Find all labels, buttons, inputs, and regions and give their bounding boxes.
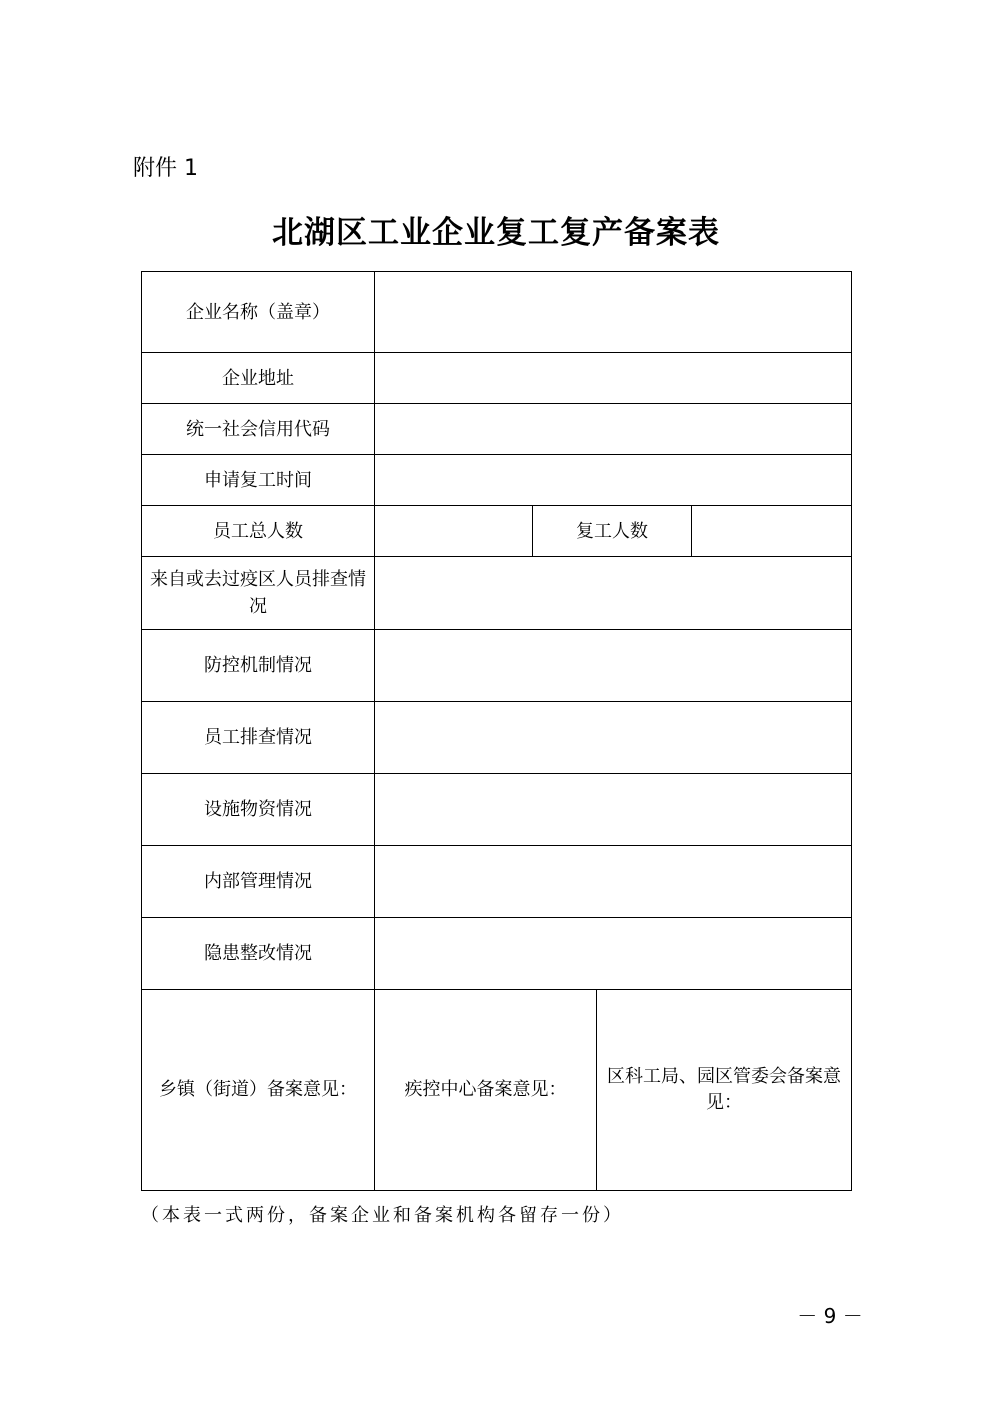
total-staff-label: 员工总人数 (142, 506, 375, 557)
row-credit-code (142, 404, 852, 455)
apply-date-field[interactable] (375, 455, 852, 506)
company-address-field[interactable] (375, 353, 852, 404)
hazard-rectification-label: 隐患整改情况 (142, 918, 375, 990)
filing-form-table (141, 271, 852, 1191)
bureau-opinion-field[interactable] (597, 990, 852, 1191)
row-hazard-rectification (142, 918, 852, 990)
bureau-opinion-label: 区科工局、园区管委会备案意见： (607, 1066, 841, 1113)
returning-staff-field[interactable] (692, 506, 852, 557)
row-company-name (142, 272, 852, 353)
credit-code-label: 统一社会信用代码 (142, 404, 375, 455)
company-address-label: 企业地址 (142, 353, 375, 404)
cdc-opinion-label: 疾控中心备案意见： (404, 1079, 567, 1100)
credit-code-field[interactable] (375, 404, 852, 455)
staff-screening-field[interactable] (375, 702, 852, 774)
prevention-mechanism-field[interactable] (375, 630, 852, 702)
township-opinion-label: 乡镇（街道）备案意见： (159, 1079, 357, 1100)
row-facilities-supplies (142, 774, 852, 846)
row-apply-date (142, 455, 852, 506)
epidemic-area-check-field[interactable] (375, 557, 852, 630)
facilities-supplies-label: 设施物资情况 (142, 774, 375, 846)
row-staff-count (142, 506, 852, 557)
row-staff-screening (142, 702, 852, 774)
attachment-label: 附件 1 (133, 156, 198, 181)
cdc-opinion-field[interactable] (375, 990, 597, 1191)
apply-date-label: 申请复工时间 (142, 455, 375, 506)
row-prevention-mechanism (142, 630, 852, 702)
total-staff-field[interactable] (375, 506, 533, 557)
internal-management-field[interactable] (375, 846, 852, 918)
page-number: － 9 － (797, 1304, 863, 1328)
epidemic-area-check-label: 来自或去过疫区人员排查情况 (142, 557, 375, 630)
row-epidemic-area-check (142, 557, 852, 630)
footer-note: （本表一式两份，备案企业和备案机构各留存一份） (141, 1205, 624, 1226)
company-name-label: 企业名称（盖章） (142, 272, 375, 353)
row-internal-management (142, 846, 852, 918)
prevention-mechanism-label: 防控机制情况 (142, 630, 375, 702)
form-title: 北湖区工业企业复工复产备案表 (272, 215, 720, 251)
hazard-rectification-field[interactable] (375, 918, 852, 990)
company-name-field[interactable] (375, 272, 852, 353)
facilities-supplies-field[interactable] (375, 774, 852, 846)
internal-management-label: 内部管理情况 (142, 846, 375, 918)
row-company-address (142, 353, 852, 404)
township-opinion-field[interactable] (142, 990, 375, 1191)
row-opinions (142, 990, 852, 1191)
staff-screening-label: 员工排查情况 (142, 702, 375, 774)
returning-staff-label: 复工人数 (533, 506, 692, 557)
